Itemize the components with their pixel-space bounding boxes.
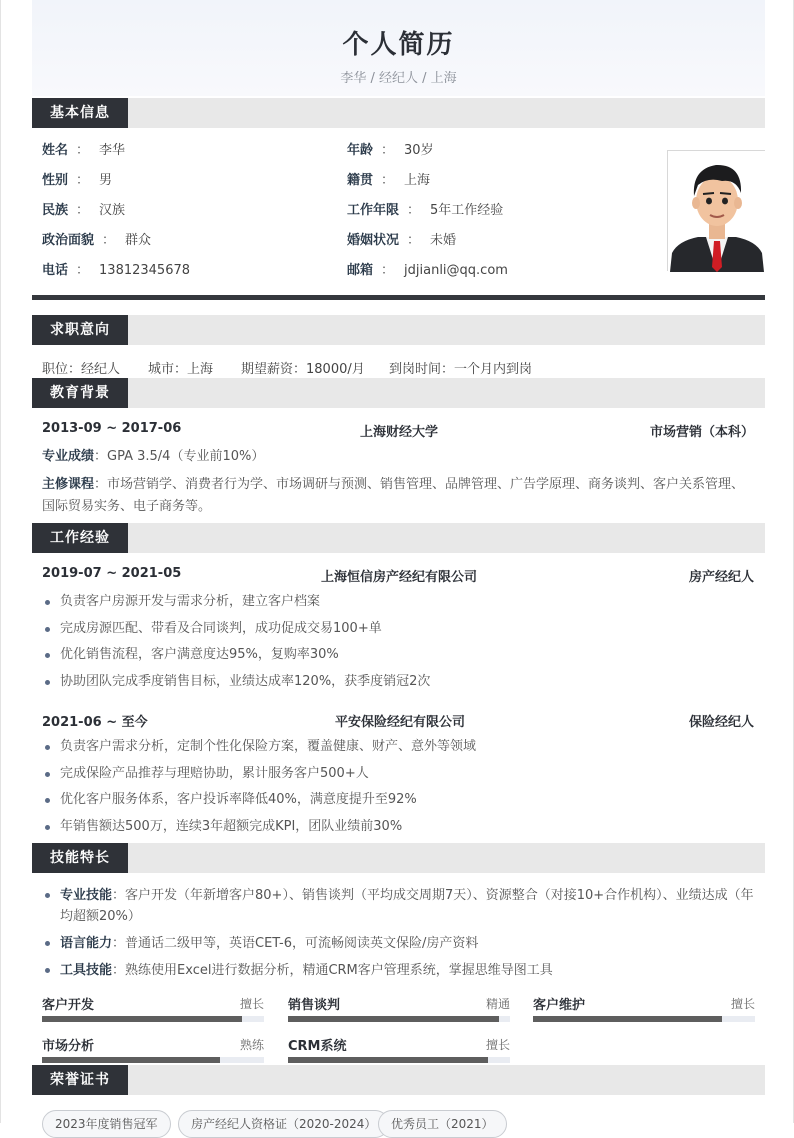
info-colon: ：	[76, 173, 90, 188]
skill-meter	[288, 1035, 510, 1065]
work-role: 保险经纪人	[688, 715, 754, 730]
section-title: 技能特长	[32, 843, 128, 873]
certificate-badge: 2023年度销售冠军	[42, 1110, 171, 1138]
meter-fill	[288, 1016, 499, 1022]
work-row	[42, 711, 754, 731]
info-colon: ：	[381, 263, 395, 278]
work-bullets	[42, 737, 754, 843]
skill-label: 工具技能	[60, 963, 113, 978]
info-value: 汉族	[99, 203, 126, 218]
info-value: jdjianli@qq.com	[404, 263, 508, 278]
skill-meter	[42, 994, 264, 1024]
info-value: 30岁	[404, 143, 434, 158]
work-period: 2019-07 ~ 2021-05	[42, 566, 182, 581]
info-colon: ：	[102, 233, 116, 248]
section-title: 基本信息	[32, 98, 128, 128]
meter-fill	[288, 1057, 488, 1063]
section-work	[32, 523, 765, 553]
info-political	[42, 231, 151, 251]
info-ethnicity	[42, 201, 125, 221]
intent-arrival: 到岗时间：一个月内到岗	[389, 362, 533, 377]
work-company: 平安保险经纪有限公司	[335, 715, 466, 730]
info-colon: ：	[76, 203, 90, 218]
meter-name: CRM系统	[288, 1039, 347, 1054]
info-key: 婚姻状况	[347, 233, 400, 248]
divider	[32, 295, 765, 300]
education-school: 上海财经大学	[360, 425, 439, 440]
info-key: 民族	[42, 203, 69, 218]
meter-fill	[42, 1057, 220, 1063]
skill-text: ：客户开发（年新增客户80+）、销售谈判（平均成交周期7天）、资源整合（对接10+合作机构）、业绩达成（年均超额20%）	[60, 888, 754, 924]
info-key: 邮箱	[347, 263, 374, 278]
avatar-illustration	[668, 151, 766, 272]
resume-header	[32, 0, 765, 96]
skills-list	[42, 885, 754, 987]
info-key: 电话	[42, 263, 69, 278]
info-value: 男	[99, 173, 113, 188]
intent-salary: 期望薪资：18000/月	[241, 362, 365, 377]
meter-fill	[533, 1016, 722, 1022]
info-colon: ：	[407, 233, 421, 248]
info-hometown	[347, 171, 430, 191]
section-job-intent	[32, 315, 765, 345]
meter-name: 客户维护	[533, 998, 586, 1013]
work-row	[42, 566, 754, 586]
meter-track	[42, 1057, 264, 1063]
list-item: 优化销售流程，客户满意度达95%，复购率30%	[42, 645, 754, 672]
work-role: 房产经纪人	[688, 570, 754, 585]
info-key: 年龄	[347, 143, 374, 158]
section-basic-info	[32, 98, 765, 128]
section-title: 工作经验	[32, 523, 128, 553]
meter-level: 擅长	[485, 1038, 510, 1052]
education-courses	[42, 474, 754, 518]
list-item: 协助团队完成季度销售目标，业绩达成率120%，获季度销冠2次	[42, 672, 754, 699]
page-subtitle: 李华 / 经纪人 / 上海	[340, 71, 457, 86]
info-value: 未婚	[430, 233, 457, 248]
courses-value: ：市场营销学、消费者行为学、市场调研与预测、销售管理、品牌管理、广告学原理、商务谈判、客户关系管理、国际贸易实务、电子商务等。	[42, 477, 745, 514]
profile-photo	[667, 150, 765, 271]
info-work-years	[347, 201, 503, 221]
info-key: 性别	[42, 173, 69, 188]
skill-meter	[288, 994, 510, 1024]
section-honors	[32, 1065, 765, 1095]
info-age	[347, 141, 434, 161]
education-major: 市场营销（本科）	[649, 425, 754, 440]
meter-level: 擅长	[239, 997, 264, 1011]
info-key: 工作年限	[347, 203, 400, 218]
info-colon: ：	[381, 173, 395, 188]
certificate-badge: 优秀员工（2021）	[378, 1110, 507, 1138]
skill-meter	[42, 1035, 264, 1065]
intent-city: 城市：上海	[148, 362, 214, 377]
info-gender	[42, 171, 112, 191]
info-colon: ：	[76, 143, 90, 158]
courses-label: 主修课程	[42, 477, 95, 492]
section-education	[32, 378, 765, 408]
info-key: 籍贯	[347, 173, 374, 188]
meter-track	[288, 1057, 510, 1063]
info-value: 上海	[404, 173, 431, 188]
info-phone	[42, 261, 190, 281]
section-skills	[32, 843, 765, 873]
info-email	[347, 261, 508, 281]
info-name	[42, 141, 125, 161]
skill-text: ：熟练使用Excel进行数据分析，精通CRM客户管理系统，掌握思维导图工具	[112, 963, 553, 978]
work-bullets	[42, 592, 754, 698]
page-title: 个人简历	[342, 30, 455, 60]
info-colon: ：	[76, 263, 90, 278]
meter-level: 精通	[485, 997, 510, 1011]
meter-name: 市场分析	[42, 1039, 95, 1054]
skill-label: 专业技能	[60, 888, 113, 903]
meter-track	[533, 1016, 755, 1022]
info-value: 李华	[99, 143, 126, 158]
meter-level: 熟练	[239, 1038, 264, 1052]
education-row	[42, 421, 754, 441]
list-item: 优化客户服务体系，客户投诉率降低40%，满意度提升至92%	[42, 790, 754, 817]
list-item: 负责客户需求分析，定制个性化保险方案，覆盖健康、财产、意外等领域	[42, 737, 754, 764]
section-title: 求职意向	[32, 315, 128, 345]
gpa-value: ：GPA 3.5/4（专业前10%）	[94, 449, 265, 464]
education-period: 2013-09 ~ 2017-06	[42, 421, 182, 436]
gpa-label: 专业成绩	[42, 449, 95, 464]
info-key: 政治面貌	[42, 233, 95, 248]
intent-position: 职位：经纪人	[42, 362, 121, 377]
meter-track	[288, 1016, 510, 1022]
list-item: 负责客户房源开发与需求分析，建立客户档案	[42, 592, 754, 619]
section-title: 荣誉证书	[32, 1065, 128, 1095]
section-title: 教育背景	[32, 378, 128, 408]
info-value: 13812345678	[99, 263, 191, 278]
work-period: 2021-06 ~ 至今	[42, 715, 148, 730]
info-key: 姓名	[42, 143, 69, 158]
list-item	[42, 885, 754, 927]
meter-name: 客户开发	[42, 998, 95, 1013]
meter-fill	[42, 1016, 242, 1022]
info-marital	[347, 231, 456, 251]
skill-text: ：普通话二级甲等，英语CET-6，可流畅阅读英文保险/房产资料	[112, 936, 479, 951]
meter-level: 擅长	[730, 997, 755, 1011]
info-value: 5年工作经验	[430, 203, 504, 218]
education-gpa	[42, 446, 754, 468]
skill-label: 语言能力	[60, 936, 113, 951]
info-value: 群众	[125, 233, 152, 248]
skill-meter	[533, 994, 755, 1024]
meter-track	[42, 1016, 264, 1022]
info-colon: ：	[407, 203, 421, 218]
list-item	[42, 960, 754, 981]
info-colon: ：	[381, 143, 395, 158]
work-company: 上海恒信房产经纪有限公司	[321, 570, 478, 585]
meter-name: 销售谈判	[288, 998, 341, 1013]
list-item: 年销售额达500万，连续3年超额完成KPI，团队业绩前30%	[42, 817, 754, 844]
certificate-badge: 房产经纪人资格证（2020-2024）	[178, 1110, 389, 1138]
list-item: 完成保险产品推荐与理赔协助，累计服务客户500+人	[42, 764, 754, 791]
list-item	[42, 933, 754, 954]
list-item: 完成房源匹配、带看及合同谈判，成功促成交易100+单	[42, 619, 754, 646]
